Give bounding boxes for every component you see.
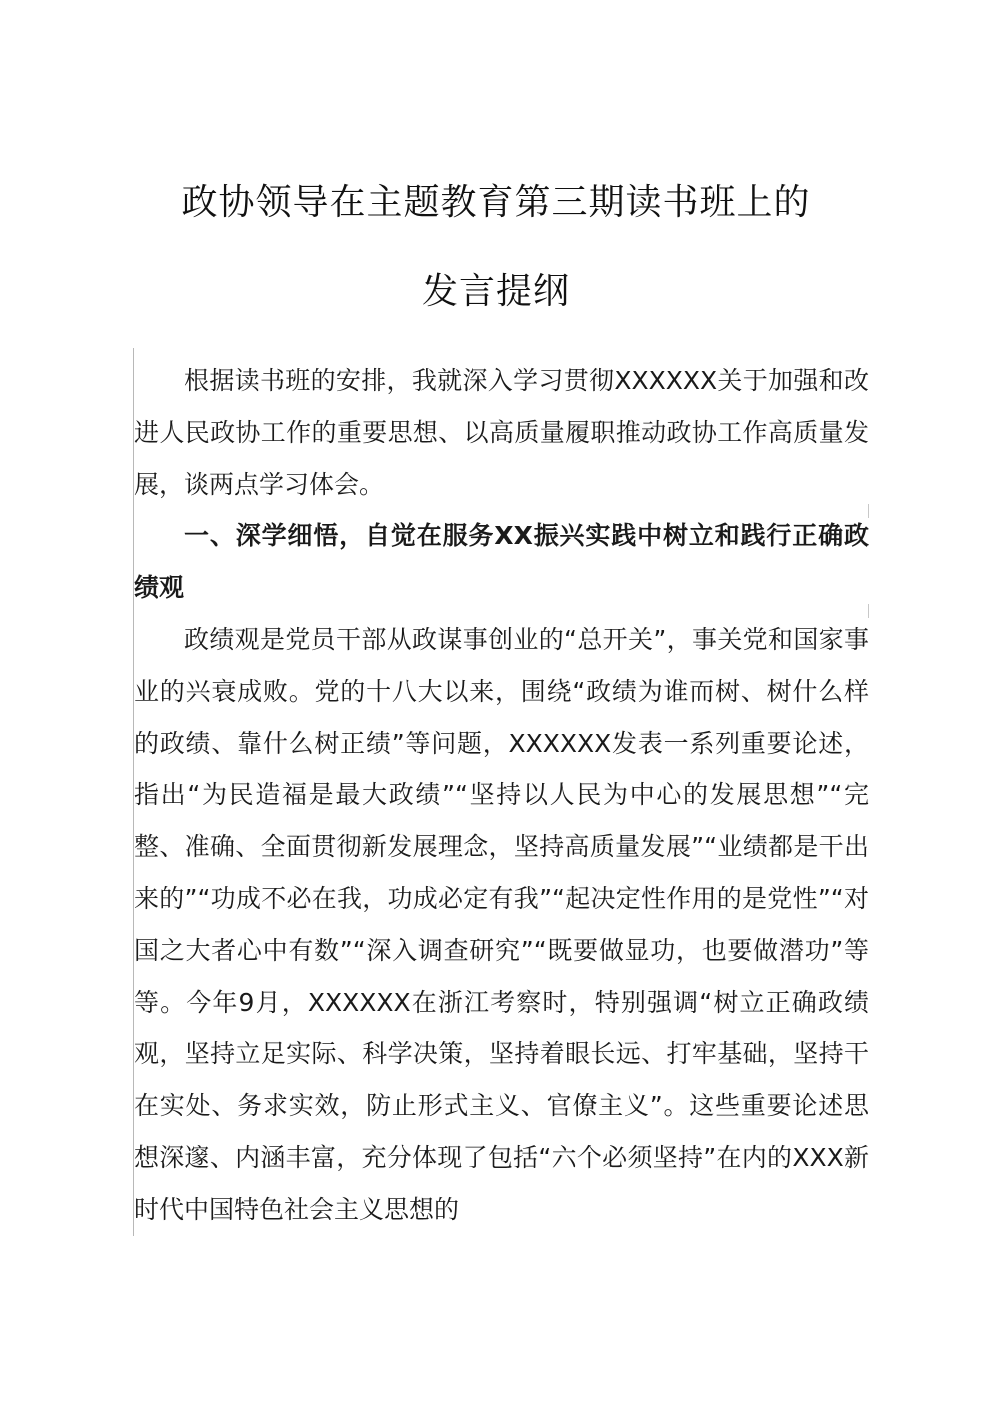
section-heading-1: 一、深学细悟，自觉在服务XX振兴实践中树立和践行正确政绩观 xyxy=(134,521,869,603)
paragraph-intro: 根据读书班的安排，我就深入学习贯彻XXXXXX关于加强和改进人民政协工作的重要思想、以高质量履职推动政协工作高质量发展，谈两点学习体会。 xyxy=(134,366,869,499)
document-body xyxy=(134,355,869,1236)
document-title-line-2: 发言提纲 xyxy=(421,271,570,312)
paragraph-body: 政绩观是党员干部从政谋事创业的“总开关”，事关党和国家事业的兴衰成败。党的十八大以来，围绕“政绩为谁而树、树什么样的政绩、靠什么树正绩”等问题，XXXXXX发表一系列重要论述，指出“为民造福是最大政绩”“坚持以人民为中心的发展思想”“完整、准确、全面贯彻新发展理念，坚持高质量发展”“业绩都是干出来的”“功成不必在我，功成必定有我”“起决定性作用的是党性”“对国之大者心中有数”“深入调查研究”“既要做显功，也要做潜功”等等。今年9月，XXXXXX在浙江考察时，特别强调“树立正确政绩观，坚持立足实际、科学决策，坚持着眼长远、打牢基础，坚持干在实处、务求实效，防止形式主义、官僚主义”。这些重要论述思想深邃、内涵丰富，充分体现了包括“六个必须坚持”在内的XXX新时代中国特色社会主义思想的 xyxy=(134,624,869,1224)
document-title-line-1: 政协领导在主题教育第三期读书班上的 xyxy=(181,182,811,223)
